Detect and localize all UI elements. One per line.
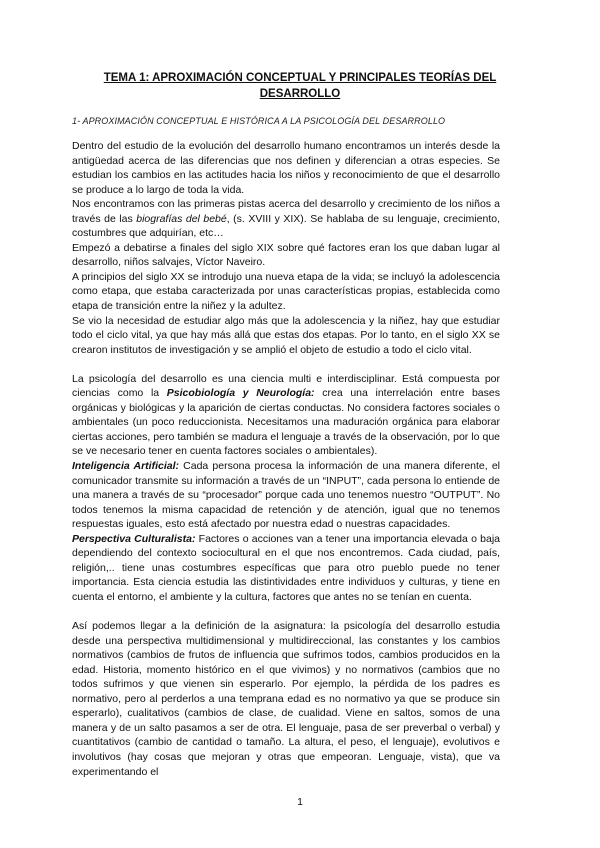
paragraph xyxy=(72,532,500,605)
paragraph xyxy=(72,197,500,241)
paragraph xyxy=(72,459,500,532)
text-run: Factores o acciones van a tener una importancia elevada o baja dependiendo del contexto sociocultural en el que nos encontremos. Cada ciudad, país, religión,.. tiene unas costumbres específicas que para otro pueblo puede no tener importancia. Esta ciencia estudia las distintividades entre individuos y culturas, y tiene en cuenta el entorno, el ambiente y la cultura, factores que antes no se tenían en cuenta. xyxy=(72,532,500,603)
text-run: Nos encontramos con las primeras pistas acerca del desarrollo y crecimiento de los niños a través de las xyxy=(72,198,500,225)
term-heading: Psicobiología y Neurología: xyxy=(166,387,315,400)
term-heading: Perspectiva Culturalista: xyxy=(72,532,196,545)
document-body xyxy=(72,139,500,779)
text-run: Cada persona procesa la información de una manera diferente, el comunicador transmite su información a través de un “INPUT”, cada persona lo entiende de una manera a través de su “procesador” porque cada uno tenemos nuestro “OUTPUT”. No todos tenemos la misma capacidad de retención y de atención, igual que no tenemos respuestas iguales, esto está afectado por nuestra edad o nuestras capacidades. xyxy=(72,460,500,531)
emphasis-text: biografías del bebé xyxy=(136,212,227,225)
paragraph: Dentro del estudio de la evolución del desarrollo humano encontramos un interés desde la antigüedad acerca de las diferencias que nos definen y diferencian a otras especies. Se estudian los cambios en las actitudes hacia los niños y reconocimiento de que el desarrollo se produce a lo largo de toda la vida. xyxy=(72,140,500,196)
paragraph: A principios del siglo XX se introdujo una nueva etapa de la vida; se incluyó la adolescencia como etapa, que estaba caracterizada por unas características propias, establecida como etapa de transición entre la niñez y la adultez. xyxy=(72,270,500,313)
page-title: TEMA 1: APROXIMACIÓN CONCEPTUAL Y PRINCIPALES TEORÍAS DEL DESARROLLO xyxy=(103,72,497,100)
text-run: La psicología del desarrollo es una ciencia multi e interdisciplinar. Está compuesta por ciencias como la xyxy=(72,372,500,400)
page-number: 1 xyxy=(297,796,303,808)
paragraph: Se vio la necesidad de estudiar algo más que la adolescencia y la niñez, hay que estudiar todo el ciclo vital, ya que hay más allá que estas dos etapas. Por lo tanto, en el siglo XX se crearon institutos de investigación y se amplió el objeto de estudio a todo el ciclo vital. xyxy=(72,314,500,356)
text-run: crea una interrelación entre bases orgánicas y biológicas y la aparición de ciertas conductas. No considera factores sociales o ambientales (un poco reduccionista. Necesitamos una maduración orgánica para elaborar ciertas acciones, pero también se madura el lenguaje a través de la observación, por lo que se ve necesario tener en cuenta factores sociales o ambientales). xyxy=(72,387,500,458)
text-run: , (s. XVIII y XIX). Se hablaba de su lenguaje, crecimiento, costumbres que adquirían, etc… xyxy=(72,212,500,240)
paragraph-gap xyxy=(72,605,500,620)
paragraph xyxy=(72,372,500,459)
term-heading: Inteligencia Artificial: xyxy=(72,460,180,473)
paragraph: Empezó a debatirse a finales del siglo XIX sobre qué factores eran los que daban lugar al desarrollo, niños salvajes, Víctor Naveiro. xyxy=(72,241,500,269)
paragraph-gap xyxy=(72,357,500,372)
section-subtitle: 1- APROXIMACIÓN CONCEPTUAL E HISTÓRICA A LA PSICOLOGÍA DEL DESARROLLO xyxy=(72,116,446,126)
paragraph: Así podemos llegar a la definición de la asignatura: la psicología del desarrollo estudia desde una perspectiva multidimensional y multidireccional, las constantes y los cambios normativos (cambios de frutos de influencia que sufrimos todos, cambios producidos en la edad. Historia, momento histórico en el que vivimos) y no normativos (cambios que no todos sufrimos y que vienen sin esperarlo. Por ejemplo, la pérdida de los padres es normativo, pero al perderlos a una temprana edad es no normativo ya que se produce sin esperarlo), cualitativos (cambios de clase, de cualidad. Viene en saltos, somos de una manera y de un salto pasamos a ser de otra. El lenguaje, pasa de ser preverbal o verbal) y cuantitativos (cambio de cantidad o tamaño. La altura, el peso, el lenguaje), evolutivos e involutivos (hay cosas que mejoran y otras que empeoran. Lenguaje, vista), que va experimentando el xyxy=(72,620,500,778)
